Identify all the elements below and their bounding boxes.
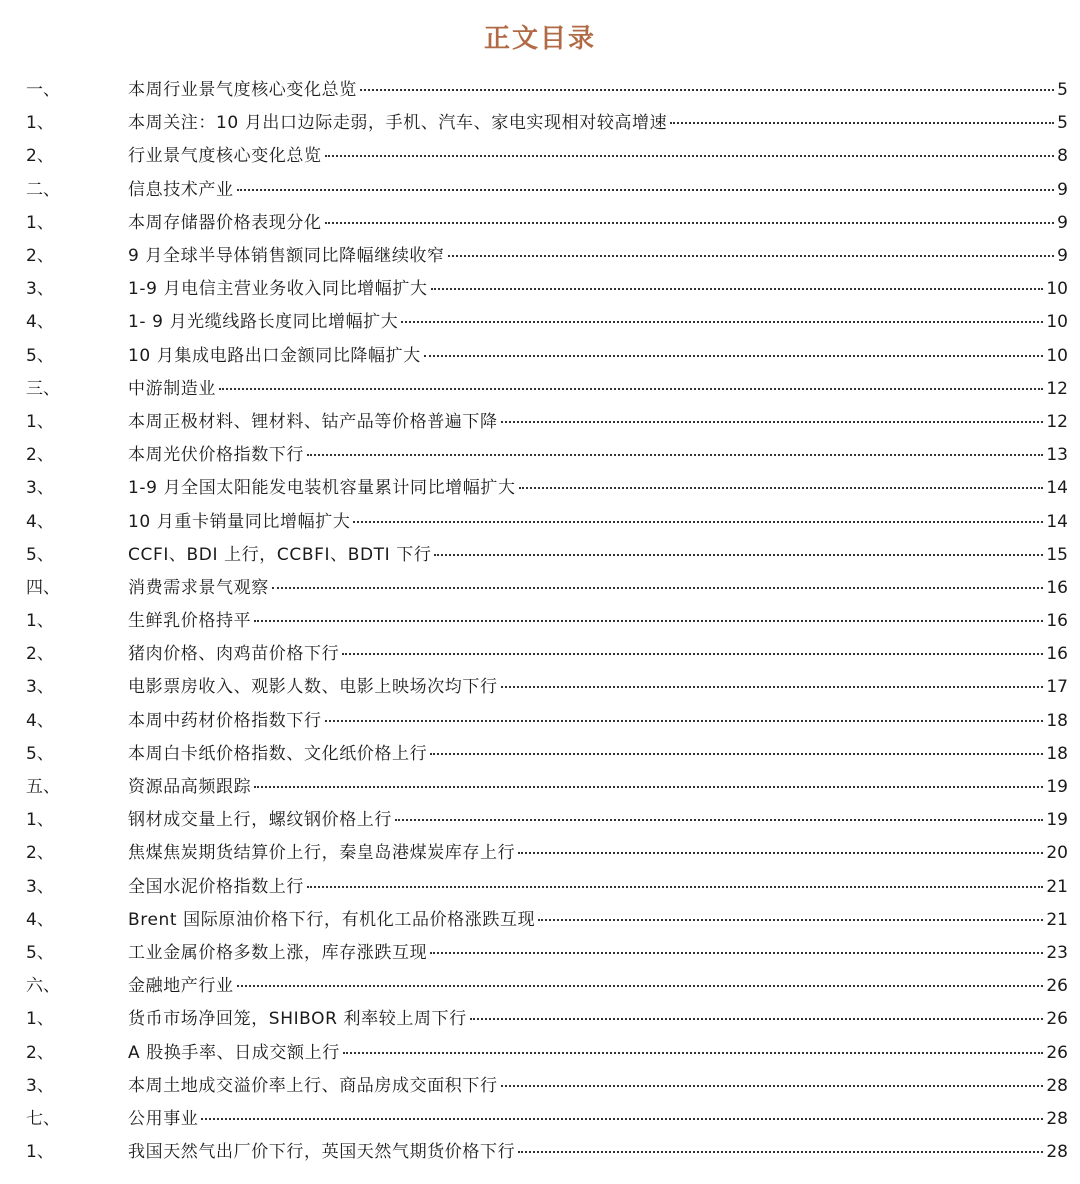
toc-entry[interactable] [0,171,1080,204]
toc-dot-leader [307,886,1043,888]
toc-entry-body [128,507,1068,532]
toc-entry-page-number: 19 [1046,777,1068,798]
toc-entry-page-number: 17 [1046,677,1068,698]
toc-entry-body [128,672,1068,697]
toc-entry-page-number: 15 [1046,544,1068,565]
toc-entry-page-number: 18 [1046,710,1068,731]
toc-entry-number: 5、 [26,544,54,565]
toc-entry[interactable] [0,735,1080,768]
toc-dot-leader [353,521,1043,523]
toc-entry[interactable] [0,104,1080,137]
toc-entry-title[interactable]: 生鲜乳价格持平 [128,611,252,632]
toc-entry-number: 1、 [26,212,54,233]
toc-dot-leader [342,653,1043,655]
toc-entry-number: 5、 [26,743,54,764]
toc-dot-leader [501,1085,1044,1087]
toc-dot-leader [360,89,1054,91]
toc-entry[interactable] [0,1067,1080,1100]
toc-entry-number: 4、 [26,909,54,930]
toc-entry[interactable] [0,602,1080,635]
toc-entry-title[interactable]: 货币市场净回笼，SHIBOR 利率较上周下行 [128,1009,467,1030]
toc-entry-title[interactable]: 本周行业景气度核心变化总览 [128,80,357,101]
toc-entry-page-number: 28 [1046,1108,1068,1129]
toc-entry[interactable] [0,403,1080,436]
toc-entry-body [128,706,1068,731]
toc-entry[interactable] [0,1000,1080,1033]
toc-dot-leader [448,255,1055,257]
toc-entry-title[interactable]: 行业景气度核心变化总览 [128,146,322,167]
toc-entry-title[interactable]: 1-9 月全国太阳能发电装机容量累计同比增幅扩大 [128,478,516,499]
toc-dot-leader [538,919,1043,921]
toc-entry-page-number: 10 [1046,345,1068,366]
toc-entry-body [128,75,1068,100]
toc-entry-page-number: 8 [1057,146,1068,167]
toc-entry-body [128,1038,1068,1063]
toc-dot-leader [401,321,1043,323]
toc-entry-number: 5、 [26,942,54,963]
toc-entry-title[interactable]: 10 月集成电路出口金额同比降幅扩大 [128,345,421,366]
toc-dot-leader [325,720,1044,722]
toc-dot-leader [424,355,1044,357]
toc-entry-page-number: 23 [1046,942,1068,963]
toc-entry-page-number: 16 [1046,644,1068,665]
toc-entry[interactable] [0,436,1080,469]
toc-entry-number: 七、 [26,1108,60,1129]
toc-entry-title[interactable]: 电影票房收入、观影人数、电影上映场次均下行 [128,677,498,698]
toc-dot-leader [434,554,1043,556]
toc-entry-body [128,1004,1068,1029]
toc-dot-leader [470,1018,1044,1020]
toc-entry-number: 1、 [26,113,54,134]
toc-entry-title[interactable]: 中游制造业 [128,378,216,399]
toc-entry[interactable] [0,668,1080,701]
toc-entry-body [128,938,1068,963]
toc-entry-number: 1、 [26,1009,54,1030]
toc-entry-body [128,1104,1068,1129]
toc-entry-body [128,307,1068,332]
toc-entry[interactable] [0,204,1080,237]
toc-entry[interactable] [0,834,1080,867]
toc-entry-body [128,141,1068,166]
toc-entry-title[interactable]: 1-9 月电信主营业务收入同比增幅扩大 [128,279,428,300]
toc-entry[interactable] [0,635,1080,668]
toc-dot-leader [430,952,1043,954]
toc-entry-title[interactable]: 9 月全球半导体销售额同比降幅继续收窄 [128,246,445,267]
toc-entry-body [128,805,1068,830]
toc-entry-body [128,971,1068,996]
toc-entry-title[interactable]: 本周关注：10 月出口边际走弱，手机、汽车、家电实现相对较高增速 [128,113,668,134]
toc-entry-body [128,374,1068,399]
toc-entry[interactable] [0,901,1080,934]
toc-entry[interactable] [0,934,1080,967]
toc-entry-page-number: 16 [1046,577,1068,598]
toc-dot-leader [519,487,1044,489]
toc-dot-leader [325,222,1055,224]
toc-entry-page-number: 28 [1046,1142,1068,1163]
toc-entry-title[interactable]: 1- 9 月光缆线路长度同比增幅扩大 [128,312,399,333]
toc-entry-title[interactable]: Brent 国际原油价格下行，有机化工品价格涨跌互现 [128,909,536,930]
toc-entry-number: 六、 [26,976,60,997]
toc-entry-body [128,108,1068,133]
toc-entry-title[interactable]: 我国天然气出厂价下行，英国天然气期货价格下行 [128,1142,516,1163]
toc-dot-leader [343,1052,1044,1054]
toc-entry-title[interactable]: 金融地产行业 [128,976,234,997]
toc-entry[interactable] [0,337,1080,370]
toc-entry[interactable] [0,702,1080,735]
toc-entry-number: 四、 [26,577,60,598]
toc-entry-body [128,175,1068,200]
toc-entry-page-number: 16 [1046,611,1068,632]
toc-entry-number: 3、 [26,279,54,300]
toc-dot-leader [395,819,1043,821]
toc-entry-number: 2、 [26,246,54,267]
toc-entry-title[interactable]: 本周存储器价格表现分化 [128,212,322,233]
toc-entry-page-number: 18 [1046,743,1068,764]
toc-dot-leader [670,122,1054,124]
toc-dot-leader [431,288,1044,290]
toc-entry-number: 五、 [26,777,60,798]
toc-entry-body [128,573,1068,598]
toc-entry-number: 一、 [26,80,60,101]
toc-entry-title[interactable]: 焦煤焦炭期货结算价上行，秦皇岛港煤炭库存上行 [128,843,516,864]
toc-entry[interactable] [0,1033,1080,1066]
toc-entry-number: 1、 [26,1142,54,1163]
toc-dot-leader [307,454,1043,456]
toc-entry-page-number: 26 [1046,1009,1068,1030]
toc-entry-number: 3、 [26,876,54,897]
toc-entry-number: 三、 [26,378,60,399]
toc-entry-title[interactable]: 工业金属价格多数上涨，库存涨跌互现 [128,942,428,963]
toc-dot-leader [325,155,1055,157]
toc-dot-leader [237,985,1044,987]
toc-entry-number: 5、 [26,345,54,366]
toc-entry-number: 2、 [26,644,54,665]
toc-entry-page-number: 12 [1046,378,1068,399]
toc-entry-page-number: 14 [1046,511,1068,532]
toc-dot-leader [518,852,1043,854]
toc-entry-title[interactable]: 本周光伏价格指数下行 [128,445,304,466]
toc-entry-body [128,872,1068,897]
toc-entry[interactable] [0,801,1080,834]
toc-entry-title[interactable]: 信息技术产业 [128,179,234,200]
toc-dot-leader [272,587,1044,589]
toc-entry-body [128,606,1068,631]
toc-entry[interactable] [0,967,1080,1000]
toc-entry-title[interactable]: 钢材成交量上行，螺纹钢价格上行 [128,810,392,831]
toc-entry-title[interactable]: 全国水泥价格指数上行 [128,876,304,897]
toc-entry-title[interactable]: 公用事业 [128,1108,199,1129]
toc-dot-leader [219,388,1043,390]
toc-dot-leader [237,189,1055,191]
toc-entry-title[interactable]: CCFI、BDI 上行，CCBFI、BDTI 下行 [128,544,432,565]
toc-entry-page-number: 13 [1046,445,1068,466]
toc-entry[interactable] [0,237,1080,270]
toc-entry[interactable] [0,137,1080,170]
toc-entry-number: 1、 [26,411,54,432]
toc-entry-page-number: 9 [1057,212,1068,233]
toc-entry-body [128,208,1068,233]
toc-entry-body [128,838,1068,863]
toc-entry-page-number: 5 [1057,113,1068,134]
toc-entry[interactable] [0,71,1080,104]
toc-entry-number: 2、 [26,146,54,167]
toc-entry-number: 4、 [26,511,54,532]
toc-entry-page-number: 21 [1046,876,1068,897]
toc-entry-number: 4、 [26,312,54,333]
toc-entry-number: 2、 [26,843,54,864]
toc-entry-body [128,1071,1068,1096]
toc-dot-leader [254,786,1043,788]
toc-entry-title[interactable]: A 股换手率、日成交额上行 [128,1042,340,1063]
toc-entry-number: 1、 [26,611,54,632]
toc-entry-title[interactable]: 本周土地成交溢价率上行、商品房成交面积下行 [128,1075,498,1096]
toc-title: 正文目录 [483,24,596,55]
toc-dot-leader [518,1151,1043,1153]
toc-entry-title[interactable]: 本周白卡纸价格指数、文化纸价格上行 [128,743,428,764]
toc-entry-body [128,905,1068,930]
toc-entry[interactable] [0,1100,1080,1133]
toc-dot-leader [501,686,1044,688]
toc-entry[interactable] [0,768,1080,801]
toc-entry[interactable] [0,303,1080,336]
toc-entry-number: 二、 [26,179,60,200]
toc-dot-leader [254,620,1043,622]
toc-entry-body [128,540,1068,565]
toc-entry-number: 1、 [26,810,54,831]
toc-entry-page-number: 26 [1046,976,1068,997]
toc-entry[interactable] [0,868,1080,901]
toc-entry-body [128,739,1068,764]
toc-entry-number: 2、 [26,1042,54,1063]
toc-entry-title[interactable]: 消费需求景气观察 [128,577,269,598]
toc-entry[interactable] [0,536,1080,569]
toc-entry[interactable] [0,1133,1080,1166]
toc-entry-body [128,341,1068,366]
toc-entry-page-number: 26 [1046,1042,1068,1063]
toc-entry-page-number: 10 [1046,279,1068,300]
toc-entry-body [128,241,1068,266]
toc-entry-body [128,772,1068,797]
toc-entry-number: 3、 [26,677,54,698]
toc-entry-page-number: 5 [1057,80,1068,101]
toc-entry-page-number: 14 [1046,478,1068,499]
toc-entry[interactable] [0,502,1080,535]
toc-entry-title[interactable]: 10 月重卡销量同比增幅扩大 [128,511,351,532]
toc-entry-body [128,473,1068,498]
toc-dot-leader [201,1118,1043,1120]
toc-entry-page-number: 21 [1046,909,1068,930]
toc-list [0,71,1080,1166]
toc-entry-body [128,440,1068,465]
toc-entry-page-number: 9 [1057,246,1068,267]
toc-entry-page-number: 19 [1046,810,1068,831]
toc-entry-number: 2、 [26,445,54,466]
toc-entry-page-number: 12 [1046,411,1068,432]
toc-entry-title[interactable]: 资源品高频跟踪 [128,777,252,798]
toc-entry-page-number: 9 [1057,179,1068,200]
toc-entry-title[interactable]: 本周中药材价格指数下行 [128,710,322,731]
toc-dot-leader [501,421,1044,423]
toc-entry[interactable] [0,370,1080,403]
toc-entry-body [128,407,1068,432]
toc-entry-number: 3、 [26,1075,54,1096]
toc-entry-page-number: 28 [1046,1075,1068,1096]
toc-entry-title[interactable]: 猪肉价格、肉鸡苗价格下行 [128,644,340,665]
toc-entry-body [128,639,1068,664]
toc-entry-body [128,274,1068,299]
toc-entry-page-number: 10 [1046,312,1068,333]
toc-entry-title[interactable]: 本周正极材料、锂材料、钴产品等价格普遍下降 [128,411,498,432]
toc-entry-page-number: 20 [1046,843,1068,864]
toc-entry-number: 4、 [26,710,54,731]
toc-entry[interactable] [0,569,1080,602]
toc-entry[interactable] [0,469,1080,502]
toc-entry-number: 3、 [26,478,54,499]
toc-entry-body [128,1137,1068,1162]
toc-dot-leader [430,753,1043,755]
toc-entry[interactable] [0,270,1080,303]
